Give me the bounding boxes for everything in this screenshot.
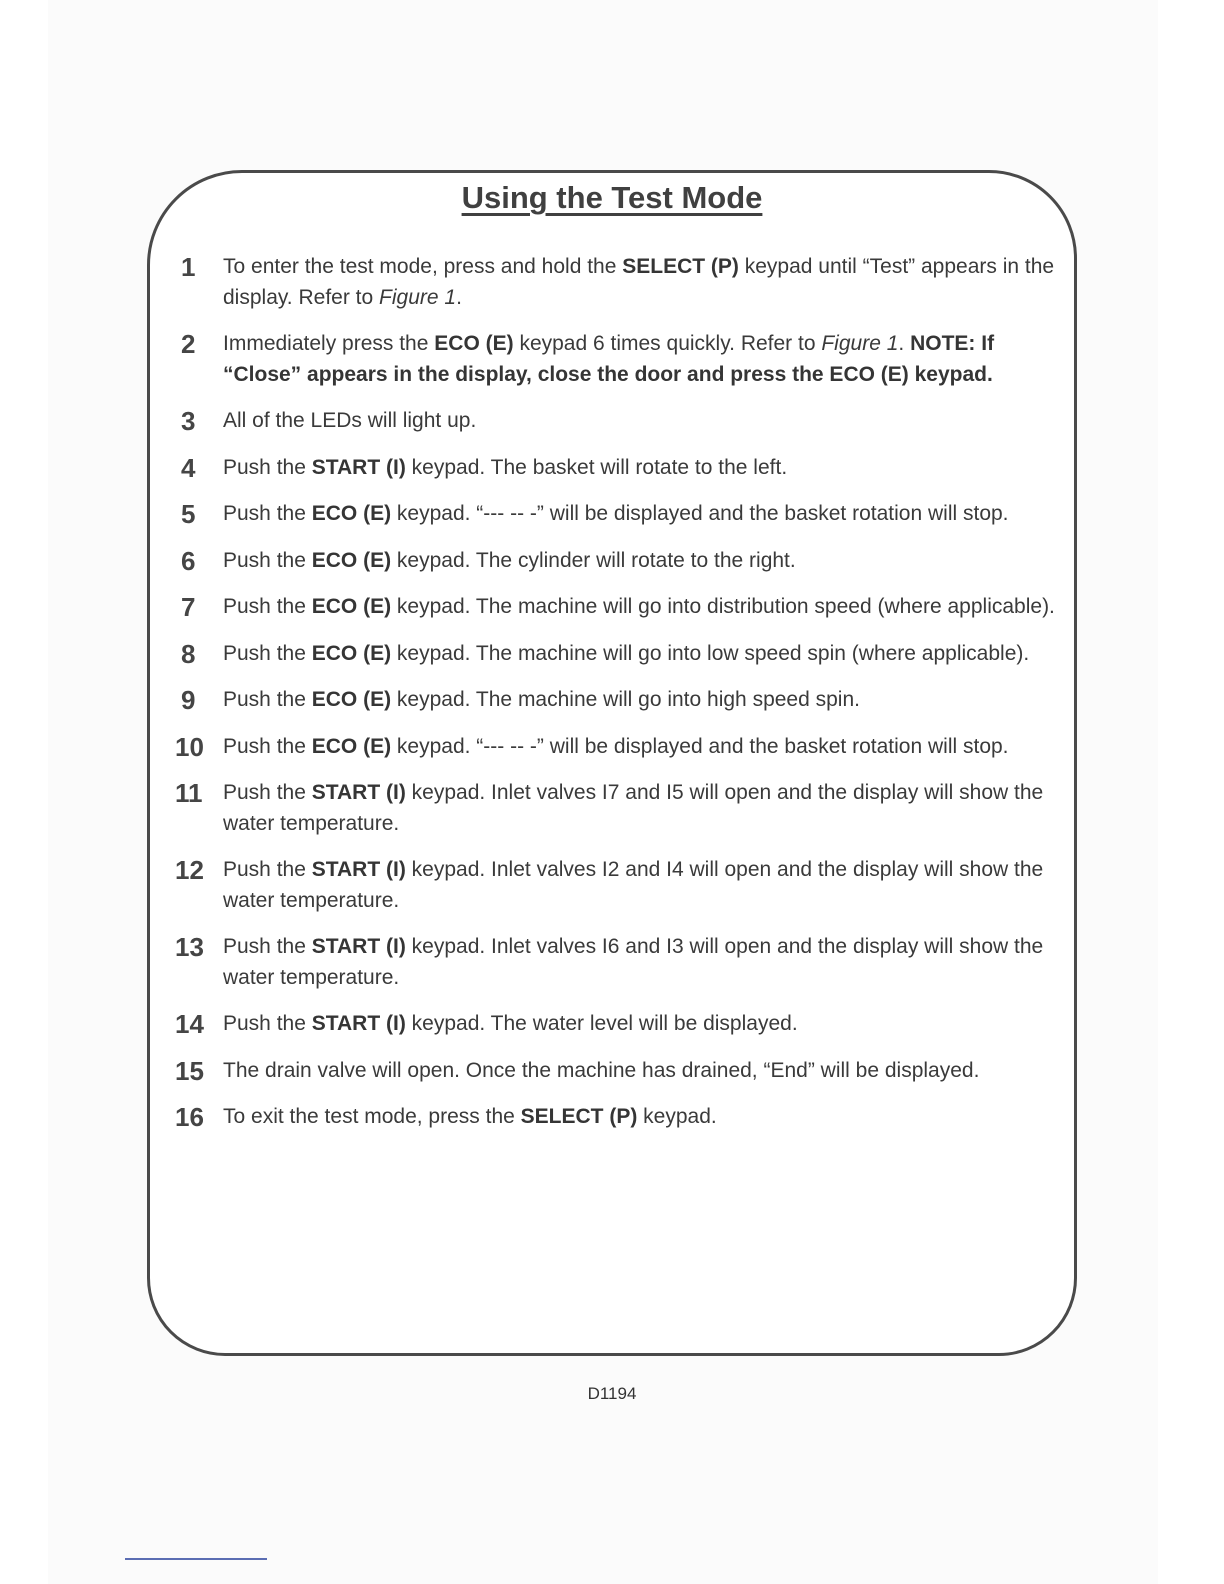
step-text <box>223 456 787 479</box>
step-item <box>175 732 1060 763</box>
step-number: 14 <box>175 1009 204 1039</box>
step-text-run: keypad. The machine will go into low speed spin (where applicable). <box>391 641 1030 665</box>
step-text <box>223 549 796 572</box>
step-number: 7 <box>181 592 196 622</box>
step-text <box>223 1059 979 1082</box>
step-text-bold: ECO (E) <box>311 502 392 525</box>
steps-list <box>175 252 1060 1149</box>
step-text-run: keypad 6 times quickly. Refer to <box>513 332 822 355</box>
step-number: 6 <box>181 545 196 576</box>
step-text-run: Push the <box>223 781 312 804</box>
step-text-bold: ECO (E) <box>311 595 392 618</box>
step-number: 3 <box>181 406 196 436</box>
step-text-run: Immediately press the <box>223 332 435 355</box>
step-item <box>175 932 1060 993</box>
step-text-run: Push the <box>223 935 312 958</box>
step-text-bold: ECO (E) <box>434 332 514 355</box>
step-text-run: . <box>898 332 911 355</box>
step-text-run: Push the <box>223 502 312 525</box>
step-item <box>175 406 1060 437</box>
step-text-run: Push the <box>223 688 312 711</box>
step-item <box>175 546 1060 577</box>
step-text <box>223 1012 798 1035</box>
step-number: 12 <box>175 855 204 885</box>
step-text-bold: ECO (E) <box>311 688 392 711</box>
step-text-bold: SELECT (P) <box>622 255 739 278</box>
step-text <box>223 688 860 711</box>
step-number: 4 <box>181 452 196 483</box>
step-item <box>175 1056 1060 1087</box>
step-item <box>175 685 1060 716</box>
step-text-italic: Figure 1 <box>379 285 457 309</box>
figure-code: D1194 <box>587 1384 637 1403</box>
step-number: 13 <box>175 932 204 962</box>
step-text-run: Push the <box>223 858 312 881</box>
step-item <box>175 329 1060 390</box>
step-number: 8 <box>181 638 196 669</box>
step-text-run: To exit the test mode, press the <box>223 1105 521 1128</box>
step-text-bold: START (I) <box>311 1012 406 1035</box>
step-text-run: keypad. The machine will go into high speed spin. <box>391 688 860 711</box>
step-number: 5 <box>181 499 196 529</box>
step-text-bold: START (I) <box>311 781 406 804</box>
step-text-run: Push the <box>223 1012 312 1035</box>
step-text-run: All of the LEDs will light up. <box>223 409 477 432</box>
step-text <box>223 502 1009 525</box>
step-number: 15 <box>175 1055 204 1086</box>
step-text <box>223 409 476 432</box>
step-text <box>223 595 1055 618</box>
step-text-run: keypad. <box>637 1105 717 1128</box>
step-text-bold: START (I) <box>311 455 406 479</box>
step-number: 9 <box>181 685 196 715</box>
step-text-run: keypad. The water level will be displayed. <box>405 1012 798 1035</box>
step-item <box>175 1102 1060 1133</box>
step-item <box>175 639 1060 670</box>
step-text <box>223 1105 717 1128</box>
step-item <box>175 453 1060 484</box>
step-text-bold: START (I) <box>311 858 406 881</box>
step-text-run: To enter the test mode, press and hold the <box>223 255 623 278</box>
step-text-bold: NOTE: If “Close” appears in the display, close the door and press the ECO (E) keypad. <box>223 332 995 386</box>
step-text-run: . <box>456 285 462 309</box>
step-number: 10 <box>175 731 204 762</box>
step-text-run: keypad. The cylinder will rotate to the right. <box>391 548 796 572</box>
step-number: 11 <box>175 778 203 808</box>
step-item <box>175 592 1060 623</box>
step-text-run: keypad. “--- -- -” will be displayed and the basket rotation will stop. <box>391 502 1009 525</box>
step-text-run: keypad. The basket will rotate to the left. <box>405 455 788 479</box>
divider <box>125 1558 267 1560</box>
step-text <box>223 935 1043 989</box>
step-text-bold: ECO (E) <box>311 548 392 572</box>
step-number: 2 <box>181 329 196 359</box>
page-title: Using the Test Mode <box>461 180 763 215</box>
step-text-run: keypad. Inlet valves I7 and I5 will open and the display will show the water temperature. <box>223 781 1044 835</box>
step-text-run: Push the <box>223 595 312 618</box>
step-text-run: keypad. The machine will go into distribution speed (where applicable). <box>391 595 1055 618</box>
step-text <box>223 642 1029 665</box>
step-text-run: Push the <box>223 548 312 572</box>
step-text <box>223 332 994 386</box>
step-text-italic: Figure 1 <box>821 332 899 355</box>
step-text-run: The drain valve will open. Once the machine has drained, “End” will be displayed. <box>223 1058 980 1082</box>
step-item <box>175 1009 1060 1040</box>
step-text-run: Push the <box>223 734 312 758</box>
step-text <box>223 858 1043 912</box>
step-text-run: keypad. Inlet valves I6 and I3 will open and the display will show the water temperature. <box>223 935 1044 989</box>
step-text-run: keypad until “Test” appears in the display. Refer to <box>223 255 1055 309</box>
step-text <box>223 735 1009 758</box>
step-text-bold: START (I) <box>311 935 406 958</box>
step-text <box>223 255 1054 309</box>
step-number: 1 <box>181 252 196 282</box>
step-text-bold: ECO (E) <box>311 641 392 665</box>
step-item <box>175 778 1060 839</box>
step-text-bold: SELECT (P) <box>520 1105 638 1128</box>
step-text-run: Push the <box>223 641 312 665</box>
step-item <box>175 499 1060 530</box>
step-text-run: keypad. “--- -- -” will be displayed and the basket rotation will stop. <box>391 734 1009 758</box>
step-text-run: Push the <box>223 455 312 479</box>
step-number: 16 <box>175 1102 204 1132</box>
step-item <box>175 855 1060 916</box>
step-text <box>223 781 1043 835</box>
step-text-run: keypad. Inlet valves I2 and I4 will open and the display will show the water temperature. <box>223 858 1044 912</box>
step-item <box>175 252 1060 313</box>
step-text-bold: ECO (E) <box>311 734 392 758</box>
